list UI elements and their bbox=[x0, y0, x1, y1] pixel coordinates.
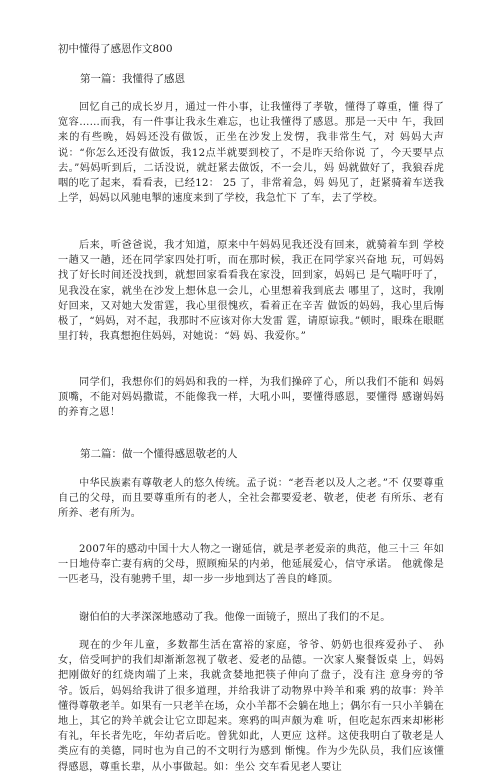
paragraph: 现在的少年儿童，多数都生活在富裕的家庭，爷爷、奶奶也很疼爱孙子、 孙女，倍受呵护的我们却渐渐忽视了敬老、爱老的品德。一次家人聚餐饭桌 上，妈妈把刚做好的红烧肉端了上来，我就贪婪地把筷子伸向了盘子，没有注 意身旁的爷爷。饭后，妈妈给我讲了很多道理，并给我讲了动物界中羚羊和乘 鸦的故事：羚羊懂得尊敬老羊。如果有一只老羊在场，众小羊都不会躺在地上；偶尔有一只小羊躺在地上，其它的羚羊就会让它立即起来。寒鸦的叫声颇为难 听，但吃起东西来却彬彬有礼，年长者先吃，年幼者后吃。曾犹如此，人更应 这样。这使我明白了敬老是人类应有的美德，同时也为自己的不文明行为感到 惭愧。作为少先队员，我们应该懂得感恩，尊重长辈，从小事做起。如：坐公 交车看见老人要让 bbox=[58, 640, 444, 773]
paragraph: 中华民族素有尊敬老人的悠久传统。孟子说：“老吾老以及人之老。”不 仅要尊重自己的父母，而且要尊重所有的老人，全社会都要爱老、敬老，使老 有所乐、老有所养、老有所为。 bbox=[58, 478, 444, 520]
section-heading-2: 第二篇：做一个懂得感恩敬老的人 bbox=[80, 448, 238, 460]
document-title: 初中懂得了感恩作文800 bbox=[58, 43, 173, 55]
paragraph: 后来，听爸爸说，我才知道，原来中午妈妈见我还没有回来，就骑着车到 学校一趟又一趟，还在同学家四处打听，而在那时候，我正在同学家兴奋地 玩，可妈妈找了好长时间还没找到，就想回家看看我在家没，回到家，妈妈已 是气喘吁吁了，见我没在家，就坐在沙发上想休息一会儿，心里想着我到底去 哪里了，这时，我刚好回来，又对她大发雷霆，我心里很愧疚，看着正在辛苦 做饭的妈妈，我心里后悔极了，“妈妈，对不起，我那时不应该对你大发雷 霆，请原谅我。”顿时，眼珠在眼眶里打转，我真想抱住妈妈，对她说：“妈 妈、我爱你。” bbox=[58, 240, 444, 343]
paragraph: 同学们，我想你们的妈妈和我的一样，为我们操碎了心，所以我们不能和 妈妈顶嘴，不能对妈妈撒谎，不能像我一样，大吼小叫，要懂得感恩，要懂得 感谢妈妈的养育之恩！ bbox=[58, 377, 444, 419]
section-heading-1: 第一篇：我懂得了感恩 bbox=[80, 73, 185, 85]
paragraph: 2007年的感动中国十大人物之一谢延信，就是孝老爱亲的典范，他三十三 年如一日地侍奉亡妻有病的父母，照顾痴呆的内弟，他延展爱心，信守承诺。 他就像是一匹老马，没有驰骋千里，却一步一步地到达了善良的峰顶。 bbox=[58, 544, 444, 586]
paragraph: 谢伯伯的大孝深深地感动了我。他像一面镜子，照出了我们的不足。 bbox=[79, 612, 391, 623]
paragraph: 回忆自己的成长岁月，通过一件小事，让我懂得了孝敬，懂得了尊重，懂 得了宽容……而我，有一件事让我永生难忘，也让我懂得了感恩。那是一天中 午，我回来的有些晚，妈妈还没有做饭，正坐在沙发上发愣，我非常生气，对 妈妈大声说：“你怎么还没有做饭，我12点半就要到校了，不是昨天给你说 了，今天要早点去。”妈妈听到后，二话没说，就赶紧去做饭，不一会儿，妈 妈就做好了，我狼吞虎咽的吃了起来，看看表，已经12： 25 了，非常着急，妈 妈见了，赶紧骑着车送我上学，妈妈以风驰电掣的速度来到了学校，我急忙下 了车，去了学校。 bbox=[58, 102, 444, 205]
